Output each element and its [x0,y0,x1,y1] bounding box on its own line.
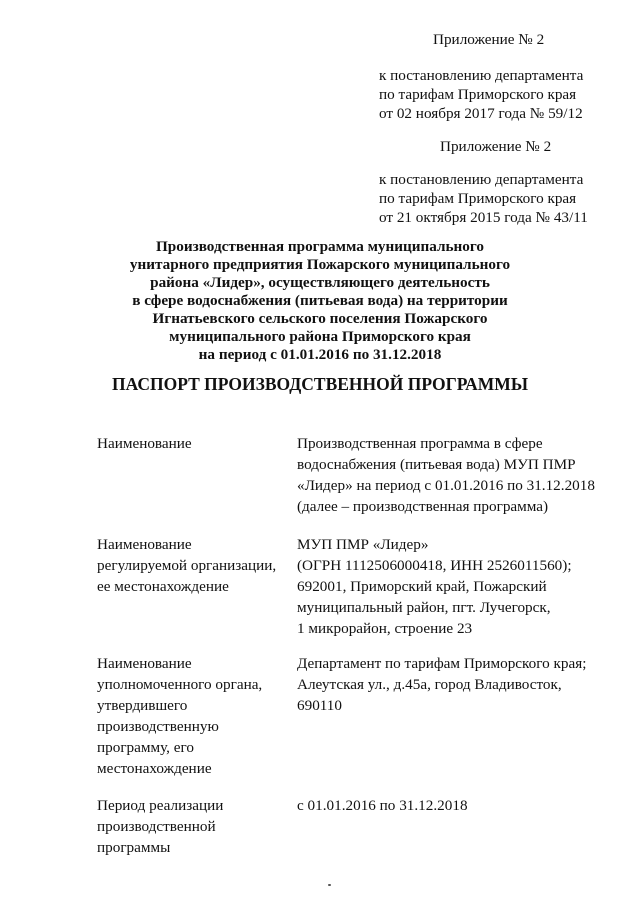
row-4-label-line: производственной [97,818,216,835]
row-3-label [97,653,262,779]
scan-speck [328,884,331,886]
row-2-value-line: 1 микрорайон, строение 23 [297,620,473,637]
row-2-value-line: (ОГРН 1112506000418, ИНН 2526011560); [297,557,572,574]
row-2-label-line: ее местонахождение [97,578,229,595]
row-1-value [297,433,595,517]
appendix-1-line-2: по тарифам Приморского края [379,86,577,103]
row-1-value-line: (далее – производственная программа) [297,498,549,515]
heading-line-6: муниципального района Приморского края [169,328,471,345]
heading-line-1: Производственная программа муниципального [155,238,485,255]
row-3-value-line: Алеутская ул., д.45а, город Владивосток, [297,676,562,693]
row-3-value [297,653,586,716]
appendix-2-line-1: к постановлению департамента [379,171,584,188]
row-4-label [97,795,223,858]
row-2-value-line: 692001, Приморский край, Пожарский [297,578,547,595]
appendix-2-label: Приложение № 2 [440,138,552,155]
appendix-1-line-3: от 02 ноября 2017 года № 59/12 [379,105,583,122]
row-2-value [297,534,572,639]
row-2-label [97,534,276,597]
heading-line-2: унитарного предприятия Пожарского муниципального [129,256,511,273]
row-4-value [297,795,468,816]
row-1-value-line: «Лидер» на период с 01.01.2016 по 31.12.2018 [297,477,595,494]
row-2-label-line: Наименование [97,536,192,553]
row-3-label-line: производственную [97,718,219,735]
row-4-label-line: Период реализации [97,797,224,814]
row-3-value-line: Департамент по тарифам Приморского края; [297,655,587,672]
row-3-label-line: Наименование [97,655,192,672]
row-3-label-line: уполномоченного органа, [97,676,263,693]
appendix-1-label: Приложение № 2 [433,31,545,48]
appendix-2-line-3: от 21 октября 2015 года № 43/11 [379,209,588,226]
heading-line-3: района «Лидер», осуществляющего деятельность [150,274,490,291]
row-3-label-line: утвердившего [97,697,188,714]
row-3-label-line: местонахождение [97,760,212,777]
row-1-value-line: Производственная программа в сфере [297,435,543,452]
row-2-value-line: МУП ПМР «Лидер» [297,536,429,553]
row-3-label-line: программу, его [97,739,194,756]
appendix-1-line-1: к постановлению департамента [379,67,584,84]
heading-line-4: в сфере водоснабжения (питьевая вода) на территории [132,292,508,309]
passport-title: ПАСПОРТ ПРОИЗВОДСТВЕННОЙ ПРОГРАММЫ [111,374,529,394]
row-1-label-line: Наименование [97,435,192,452]
row-3-value-line: 690110 [297,697,342,714]
row-1-value-line: водоснабжения (питьевая вода) МУП ПМР [297,456,576,473]
row-4-label-line: программы [97,839,171,856]
row-4-value-line: с 01.01.2016 по 31.12.2018 [297,797,468,814]
row-2-label-line: регулируемой организации, [97,557,277,574]
row-1-label [97,433,192,454]
row-2-value-line: муниципальный район, пгт. Лучегорск, [297,599,551,616]
appendix-2-line-2: по тарифам Приморского края [379,190,577,207]
heading-line-5: Игнатьевского сельского поселения Пожарского [152,310,488,327]
heading-line-7: на период с 01.01.2016 по 31.12.2018 [198,346,442,363]
